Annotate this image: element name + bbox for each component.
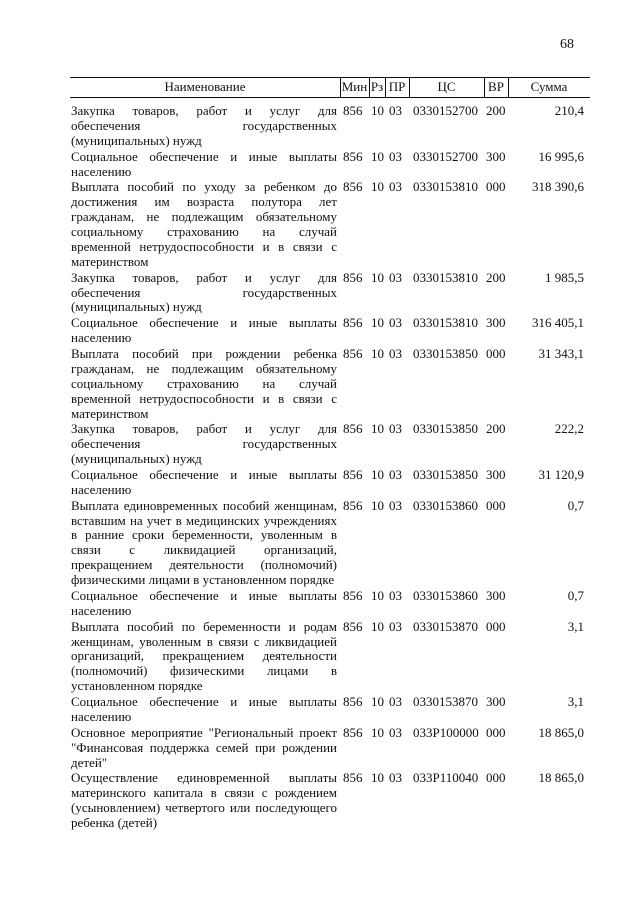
cell-vr: 000: [486, 497, 506, 513]
cell-min: 856: [343, 770, 363, 786]
cell-cs: 0330152700: [413, 103, 478, 118]
table-header-bottom-rule: [70, 97, 590, 98]
name-line: населению: [71, 602, 132, 618]
cell-pr: 03: [389, 497, 402, 513]
cell-pr: 03: [389, 421, 402, 437]
cell-vr: 200: [486, 421, 506, 437]
cell-min: 856: [343, 618, 363, 634]
name-line: "Финансовая поддержка семей при рождении: [71, 739, 337, 755]
cell-name: [71, 271, 337, 316]
cell-name: [71, 499, 337, 588]
name-line: Закупка товаров, работ и услуг для: [71, 421, 337, 437]
name-line: населению: [71, 330, 132, 346]
name-line: установленном порядке: [71, 678, 203, 694]
cell-name: [71, 589, 337, 619]
cell-vr: 300: [486, 587, 506, 603]
cell-rz: 10: [371, 724, 384, 740]
header-name: Наименование: [164, 79, 246, 94]
cell-vr: 200: [486, 103, 506, 118]
cell-name: [71, 316, 337, 346]
cell-min: 856: [343, 421, 363, 437]
cell-sum: 16 995,6: [538, 148, 584, 164]
cell-sum: 0,7: [567, 497, 584, 513]
name-line: Выплата пособий по уходу за ребенком до: [71, 179, 337, 195]
cell-pr: 03: [389, 103, 402, 118]
cell-pr: 03: [389, 694, 402, 709]
cell-vr: 300: [486, 148, 506, 164]
header-vr: ВР: [488, 79, 504, 94]
name-line: (муниципальных) нужд: [71, 299, 202, 315]
cell-pr: 03: [389, 315, 402, 331]
name-line: Социальное обеспечение и иные выплаты: [71, 694, 337, 709]
cell-rz: 10: [371, 269, 384, 285]
cell-vr: 300: [486, 694, 506, 709]
name-line: обеспечения государственных: [71, 117, 337, 133]
cell-rz: 10: [371, 179, 384, 195]
cell-cs: 0330153860: [413, 497, 478, 513]
name-line: материнством: [71, 405, 149, 421]
name-line: временной нетрудоспособности и в связи с: [71, 390, 337, 406]
header-cs: ЦС: [437, 79, 456, 94]
cell-vr: 300: [486, 315, 506, 331]
cell-vr: 000: [486, 770, 506, 786]
table-header-top-rule: [70, 77, 590, 78]
cell-sum: 31 343,1: [538, 345, 584, 361]
cell-rz: 10: [371, 770, 384, 786]
name-line: (полномочий) физическими лицами в: [71, 663, 337, 679]
cell-min: 856: [343, 724, 363, 740]
cell-min: 856: [343, 694, 363, 709]
cell-name: [71, 180, 337, 269]
cell-pr: 03: [389, 148, 402, 164]
name-line: ребенка (детей): [71, 815, 158, 831]
name-line: гражданам, не подлежащим обязательному: [71, 360, 337, 376]
cell-cs: 0330152700: [413, 148, 478, 164]
name-line: Выплата пособий при рождении ребенка: [71, 345, 337, 361]
cell-min: 856: [343, 269, 363, 285]
cell-vr: 000: [486, 618, 506, 634]
cell-min: 856: [343, 587, 363, 603]
cell-cs: 033P110040: [413, 770, 479, 786]
cell-cs: 0330153810: [413, 269, 478, 285]
name-line: населению: [71, 481, 132, 497]
name-line: обеспечения государственных: [71, 284, 337, 300]
name-line: обеспечения государственных: [71, 436, 337, 452]
name-line: Социальное обеспечение и иные выплаты: [71, 466, 337, 482]
cell-cs: 0330153850: [413, 345, 478, 361]
cell-pr: 03: [389, 345, 402, 361]
cell-rz: 10: [371, 466, 384, 482]
name-line: детей": [71, 754, 108, 770]
name-line: временной нетрудоспособности и в связи с: [71, 238, 337, 254]
name-line: физическими лицами в установленном порядке: [71, 572, 335, 588]
cell-sum: 3,1: [567, 618, 584, 634]
name-line: организаций, прекращением деятельности: [71, 648, 337, 664]
name-line: Социальное обеспечение и иные выплаты: [71, 315, 337, 331]
header-rz: Рз: [370, 79, 384, 94]
cell-sum: 18 865,0: [538, 770, 584, 786]
name-line: населению: [71, 708, 132, 724]
cell-cs: 0330153860: [413, 587, 478, 603]
cell-rz: 10: [371, 618, 384, 634]
cell-name: [71, 422, 337, 467]
cell-rz: 10: [371, 315, 384, 331]
name-line: Основное мероприятие "Региональный проект: [71, 724, 337, 740]
cell-rz: 10: [371, 694, 384, 709]
cell-cs: 033P100000: [413, 724, 479, 740]
name-line: Закупка товаров, работ и услуг для: [71, 269, 337, 285]
cell-min: 856: [343, 179, 363, 195]
cell-sum: 318 390,6: [532, 179, 584, 195]
name-line: материнского капитала в связи с рождением: [71, 785, 337, 801]
cell-name: [71, 468, 337, 498]
name-line: социальному страхованию на случай: [71, 224, 337, 240]
name-line: Социальное обеспечение и иные выплаты: [71, 148, 337, 164]
cell-min: 856: [343, 103, 363, 118]
cell-name: [71, 771, 337, 831]
cell-vr: 000: [486, 179, 506, 195]
cell-cs: 0330153850: [413, 466, 478, 482]
cell-pr: 03: [389, 269, 402, 285]
cell-vr: 200: [486, 269, 506, 285]
cell-min: 856: [343, 466, 363, 482]
cell-sum: 31 120,9: [538, 466, 584, 482]
cell-name: [71, 620, 337, 695]
cell-sum: 210,4: [554, 103, 584, 118]
cell-cs: 0330153850: [413, 421, 478, 437]
cell-name: [71, 104, 337, 149]
name-line: Выплата единовременных пособий женщинам,: [71, 497, 337, 513]
cell-pr: 03: [389, 587, 402, 603]
name-line: гражданам, не подлежащим обязательному: [71, 209, 337, 225]
name-line: населению: [71, 163, 132, 179]
cell-rz: 10: [371, 148, 384, 164]
cell-name: [71, 726, 337, 771]
name-line: материнством: [71, 253, 149, 269]
header-min: Мин: [341, 79, 368, 94]
cell-cs: 0330153870: [413, 694, 478, 709]
cell-name: [71, 347, 337, 422]
name-line: женщинам, уволенным в связи с ликвидацией: [71, 633, 337, 649]
name-line: связи с ликвидацией организаций,: [71, 542, 337, 558]
cell-cs: 0330153870: [413, 618, 478, 634]
header-sum: Сумма: [530, 79, 568, 94]
cell-pr: 03: [389, 724, 402, 740]
cell-vr: 000: [486, 724, 506, 740]
cell-min: 856: [343, 315, 363, 331]
name-line: Социальное обеспечение и иные выплаты: [71, 587, 337, 603]
cell-sum: 316 405,1: [532, 315, 584, 331]
name-line: Выплата пособий по беременности и родам: [71, 618, 337, 634]
cell-pr: 03: [389, 770, 402, 786]
cell-rz: 10: [371, 587, 384, 603]
name-line: прекращением деятельности (полномочий): [71, 557, 337, 573]
cell-pr: 03: [389, 618, 402, 634]
cell-rz: 10: [371, 421, 384, 437]
name-line: социальному страхованию на случай: [71, 375, 337, 391]
name-line: в ранние сроки беременности, уволенным в: [71, 527, 337, 543]
cell-min: 856: [343, 148, 363, 164]
cell-name: [71, 695, 337, 725]
header-pr: ПР: [388, 79, 406, 94]
cell-min: 856: [343, 345, 363, 361]
cell-sum: 0,7: [567, 587, 584, 603]
cell-vr: 000: [486, 345, 506, 361]
cell-min: 856: [343, 497, 363, 513]
cell-rz: 10: [371, 103, 384, 118]
name-line: достижения им возраста полутора лет: [71, 194, 337, 210]
name-line: Осуществление единовременной выплаты: [71, 770, 337, 786]
cell-sum: 18 865,0: [538, 724, 584, 740]
cell-pr: 03: [389, 179, 402, 195]
page-number: 68: [560, 37, 574, 52]
cell-sum: 3,1: [567, 694, 584, 709]
name-line: (усыновлением) четвертого или последующего: [71, 800, 337, 816]
cell-pr: 03: [389, 466, 402, 482]
cell-rz: 10: [371, 497, 384, 513]
cell-cs: 0330153810: [413, 179, 478, 195]
cell-cs: 0330153810: [413, 315, 478, 331]
name-line: (муниципальных) нужд: [71, 132, 202, 148]
cell-name: [71, 150, 337, 180]
name-line: Закупка товаров, работ и услуг для: [71, 103, 337, 118]
cell-vr: 300: [486, 466, 506, 482]
cell-sum: 222,2: [554, 421, 584, 437]
name-line: вставшим на учет в медицинских учреждениях: [71, 512, 337, 528]
name-line: (муниципальных) нужд: [71, 451, 202, 467]
cell-rz: 10: [371, 345, 384, 361]
cell-sum: 1 985,5: [545, 269, 584, 285]
